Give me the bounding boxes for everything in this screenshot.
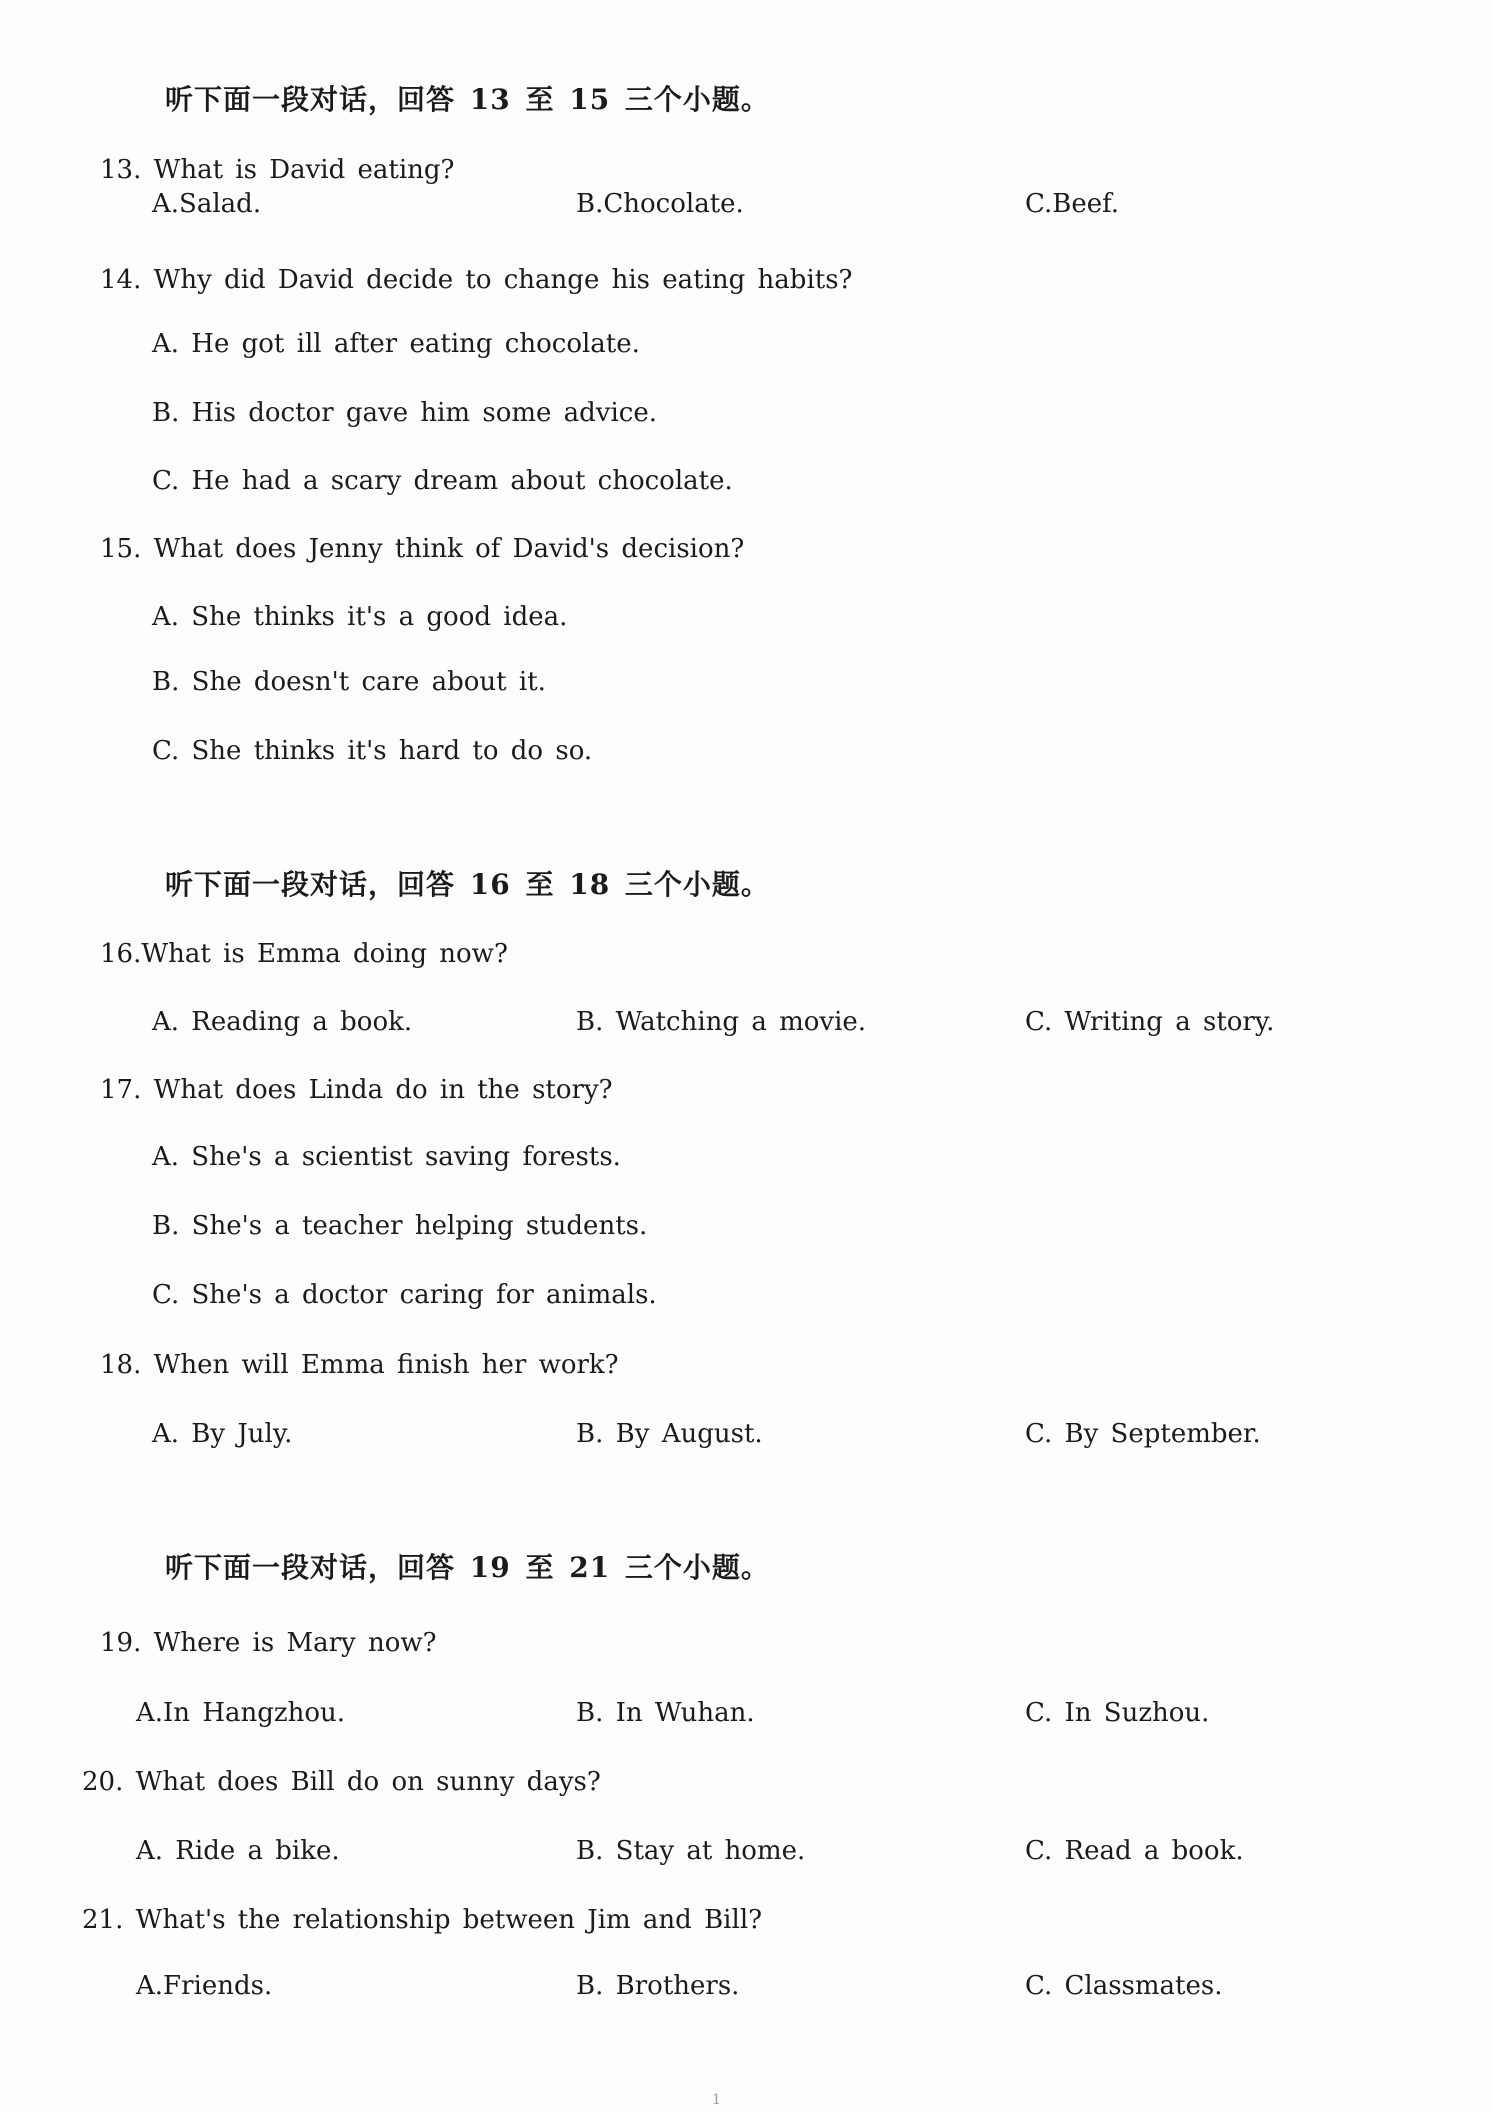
page-number: 1 — [712, 2092, 721, 2108]
option-c: C. She's a doctor caring for animals. — [152, 1280, 657, 1310]
option-a: A. By July. — [152, 1419, 293, 1449]
question-number: 14. — [100, 265, 142, 295]
question-row — [100, 1074, 613, 1106]
question-text: What does Jenny think of David's decision? — [153, 534, 745, 564]
option-a: A. She's a scientist saving forests. — [152, 1142, 621, 1172]
question-text: What does Linda do in the story? — [153, 1075, 613, 1105]
option-b: B. Brothers. — [576, 1971, 740, 2001]
option-b: B. In Wuhan. — [576, 1698, 755, 1728]
section-heading: 听下面一段对话，回答 19 至 21 三个小题。 — [165, 1551, 770, 1584]
option-b: B. His doctor gave him some advice. — [152, 398, 658, 428]
option-b: B. She's a teacher helping students. — [152, 1211, 648, 1241]
option-c: C. By September. — [1025, 1419, 1261, 1449]
option-c: C. Writing a story. — [1025, 1007, 1275, 1037]
question-row — [100, 1627, 437, 1659]
option-a: A. Ride a bike. — [136, 1836, 340, 1866]
question-text: Why did David decide to change his eating habits? — [153, 265, 853, 295]
question-row — [82, 1904, 762, 1936]
question-number: 19. — [100, 1628, 142, 1658]
section-heading: 听下面一段对话，回答 16 至 18 三个小题。 — [165, 868, 770, 901]
question-number: 21. — [82, 1905, 124, 1935]
section-heading: 听下面一段对话，回答 13 至 15 三个小题。 — [165, 83, 770, 116]
question-row — [82, 1766, 601, 1798]
question-text: Where is Mary now? — [153, 1628, 437, 1658]
question-text: What is Emma doing now? — [141, 939, 508, 969]
question-text: What does Bill do on sunny days? — [135, 1767, 601, 1797]
question-number: 13. — [100, 155, 142, 185]
option-c: C. In Suzhou. — [1025, 1698, 1210, 1728]
option-c: C. She thinks it's hard to do so. — [152, 736, 593, 766]
question-number: 15. — [100, 534, 142, 564]
question-text: What's the relationship between Jim and Bill? — [135, 1905, 763, 1935]
option-c: C. He had a scary dream about chocolate. — [152, 466, 733, 496]
question-number: 17. — [100, 1075, 142, 1105]
option-c: C. Read a book. — [1025, 1836, 1244, 1866]
option-b: B. She doesn't care about it. — [152, 667, 546, 697]
option-b: B. Stay at home. — [576, 1836, 806, 1866]
option-c: C.Beef. — [1025, 189, 1120, 219]
question-row — [100, 938, 508, 970]
question-text: When will Emma finish her work? — [153, 1350, 619, 1380]
question-number: 20. — [82, 1767, 124, 1797]
option-c: C. Classmates. — [1025, 1971, 1223, 2001]
question-text: What is David eating? — [153, 155, 455, 185]
option-a: A.Salad. — [152, 189, 262, 219]
question-number: 18. — [100, 1350, 142, 1380]
option-b: B. By August. — [576, 1419, 763, 1449]
option-a: A. Reading a book. — [152, 1007, 413, 1037]
question-row — [100, 1349, 619, 1381]
option-b: B. Watching a movie. — [576, 1007, 867, 1037]
question-row — [100, 154, 454, 186]
option-a: A.Friends. — [136, 1971, 273, 2001]
option-a: A. She thinks it's a good idea. — [152, 602, 568, 632]
question-row — [100, 533, 744, 565]
question-number: 16. — [100, 939, 142, 969]
option-b: B.Chocolate. — [576, 189, 744, 219]
option-a: A.In Hangzhou. — [136, 1698, 345, 1728]
question-row — [100, 264, 853, 296]
option-a: A. He got ill after eating chocolate. — [152, 329, 640, 359]
